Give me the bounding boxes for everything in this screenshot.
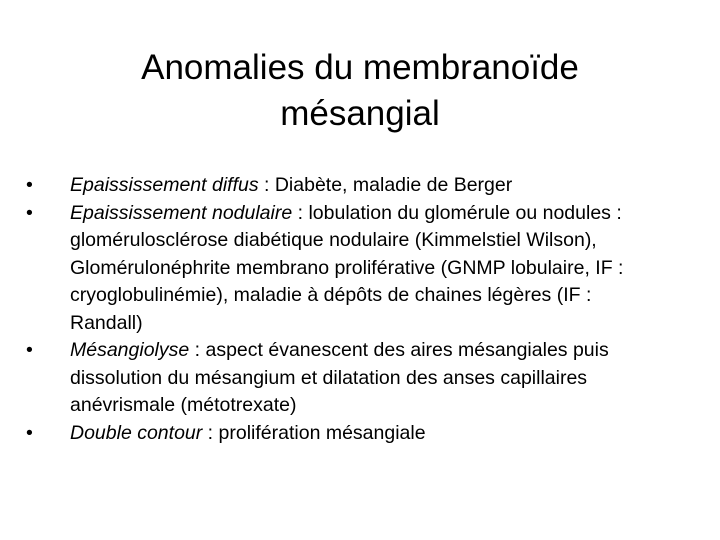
- bullet-term: Double contour: [70, 421, 203, 444]
- bullet-term: Epaississement nodulaire: [70, 201, 293, 224]
- bullet-text: : aspect évanescent des aires mésangiales puis dissolution du mésangium et dilatation des anses capillaires anévrismale (métotrexate): [70, 339, 609, 416]
- bullet-icon: •: [26, 201, 33, 224]
- bullet-item-mesangiolyse: [26, 337, 666, 420]
- bullet-item-double-contour: [26, 420, 666, 448]
- slide-title: [60, 45, 660, 137]
- bullet-list: [26, 172, 666, 447]
- bullet-icon: •: [26, 421, 33, 444]
- bullet-text: : lobulation du glomérule ou nodules : glomérulosclérose diabétique nodulaire (Kimmelstiel Wilson), Glomérulonéphrite membrano proliférative (GNMP lobulaire, IF : cryoglobulinémie), maladie à dépôts de chaines légères (IF : Randall): [70, 201, 624, 334]
- bullet-term: Mésangiolyse: [70, 339, 190, 361]
- bullet-icon: •: [26, 339, 33, 361]
- bullet-text: : prolifération mésangiale: [202, 421, 426, 444]
- bullet-term: Epaississement diffus: [70, 174, 259, 196]
- bullet-icon: •: [26, 174, 33, 196]
- bullet-item-diffus: [26, 172, 666, 200]
- slide-title-line-1: Anomalies du membranoïde: [141, 48, 579, 88]
- bullet-text: : Diabète, maladie de Berger: [258, 174, 513, 196]
- bullet-item-nodulaire: [26, 200, 666, 338]
- slide-title-line-2: mésangial: [280, 94, 440, 134]
